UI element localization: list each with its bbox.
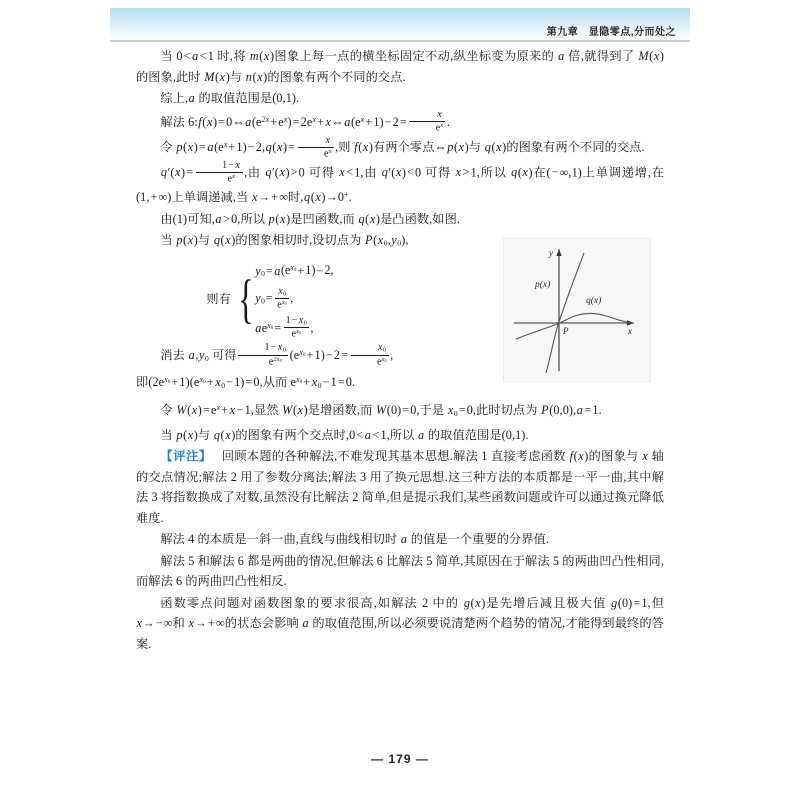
x-axis-label: x <box>628 326 632 336</box>
paragraph-comment-3: 解法 5 和解法 6 都是两曲的情况,但解法 6 比解法 5 简单,其原因在于解法 5 的两曲凹凸性相同,而解法 6 的两曲凹凸性相反. <box>136 553 664 589</box>
curve-p-label: p(x) <box>535 280 551 290</box>
paragraph-2: 综上,a 的取值范围是(0,1). <box>160 91 300 105</box>
page-header-band <box>110 8 690 40</box>
equation-system-label: 则有 <box>206 292 231 307</box>
paragraph-comment-1: 【评注】 回顾本题的各种解法,不难发现其基本思想.解法 1 直接考虑函数 f(x)的图象与 x 轴的交点情况;解法 2 用了参数分离法;解法 3 用了换元思想.这三种方法的本质都是一平一曲,其中解法 3 将指数换成了对数,虽然没有比解法 2 简单,但是提示我们,某些函数问题或许可以通过换元降低难度. <box>136 449 664 525</box>
paragraph-eliminate: 消去 $a,y_0$ 可得 $\frac{1- x_0}{e^{2x_0}}$ $(e^{x_0}+1)-2=$ $\frac{x_0}{e^{x_0}}$ , <box>160 342 394 367</box>
paragraph-comment-4: 函数零点问题对函数图象的要求很高,如解法 2 中的 g(x)是先增后减且极大值 g(0)=1,但 x→−∞和 x→+∞的状态会影响 a 的取值范围,所以必须要说清楚两个趋势的情况,才能得到最终的答案. <box>136 595 664 651</box>
equation-system <box>136 256 664 341</box>
paragraph-derivative: q′(x)= $\frac{1- x}{e^x}$ ,由 q′(x)>0 可得 x <1,由 q′(x)<0 可得 x >1,所以 q(x)在(−∞,1)上单调递增,在(1,+∞)上单调递减,当 x→+∞时,q(x)→0+. <box>136 160 665 205</box>
page-footer <box>0 752 800 766</box>
chapter-title: 第九章 显隐零点,分而处之 <box>546 27 676 38</box>
paragraph-tangency-setup: 当 p(x)与 q(x)的图象相切时,设切点为 $P(x_0,y_0)$, <box>160 233 409 248</box>
comment-tag: 【评注】 <box>160 449 212 464</box>
paragraph-comment-2: 解法 4 的本质是一斜一曲,直线与曲线相切时 a 的值是一个重要的分界值. <box>160 532 550 547</box>
paragraph-solution6-head: 解法 $6:f(x)=0\Leftrightarrow a(e^{2x}+e^x)=2e^x+$ $x\Leftrightarrow a(e^x+1)-2=$ $\frac{x}{e^x}$ . <box>160 109 450 134</box>
header-divider <box>110 40 690 42</box>
equation-line-3: $ae^{x_0}=$ $\frac{1- x_0}{e^{x_0}}$ , <box>255 315 314 340</box>
paragraph-W-function: 令 $W(x)=e^x+ x -1$,显然 W(x)是增函数,而 W(0)=0,于是 $x_0=0$,此时切点为 P(0,0),a =1. <box>160 402 602 418</box>
page-body <box>136 46 664 655</box>
point-P-label: P <box>563 326 569 336</box>
paragraph-convexity: 由(1)可知,a >0,所以 p(x)是凹函数,而 q(x)是凸函数,如图. <box>160 211 461 226</box>
page-number: — 179 — <box>371 752 429 766</box>
left-brace: { <box>237 268 254 329</box>
paragraph-factored: 即$(2e^{x_0}+1)(e^{x_0}+ x_0-1)=0$,从而 $e^{x_0}+ x_0-1=0$. <box>136 375 356 391</box>
equation-system-lines <box>255 256 334 341</box>
equation-line-2: $y_0=$ $\frac{x_0}{e^{x_0}}$ , <box>255 285 294 310</box>
equation-line-1: $y_0= a(e^{x_0}+1)-2$, <box>255 263 334 279</box>
y-axis-label: y <box>549 248 553 258</box>
paragraph-define-p-q: 令 $p(x)= a(e^x+1)-2,q(x)=$ $\frac{x}{e^x}$ ,则 f(x)有两个零点⇔p(x)与 q(x)的图象有两个不同的交点. <box>160 135 645 160</box>
paragraph-1: 当 0< a <1 时,将 m(x)图象上每一点的横坐标固定不动,纵坐标变为原来的 a 倍,就得到了 M(x)的图象,此时 M(x)与 n(x)的图象有两个不同的交点. <box>136 49 664 84</box>
curve-q-label: q(x) <box>586 296 602 306</box>
paragraph-conclusion: 当 p(x)与 q(x)的图象有两个交点时,0< a <1,所以 a 的取值范围是(0,1). <box>160 427 529 442</box>
